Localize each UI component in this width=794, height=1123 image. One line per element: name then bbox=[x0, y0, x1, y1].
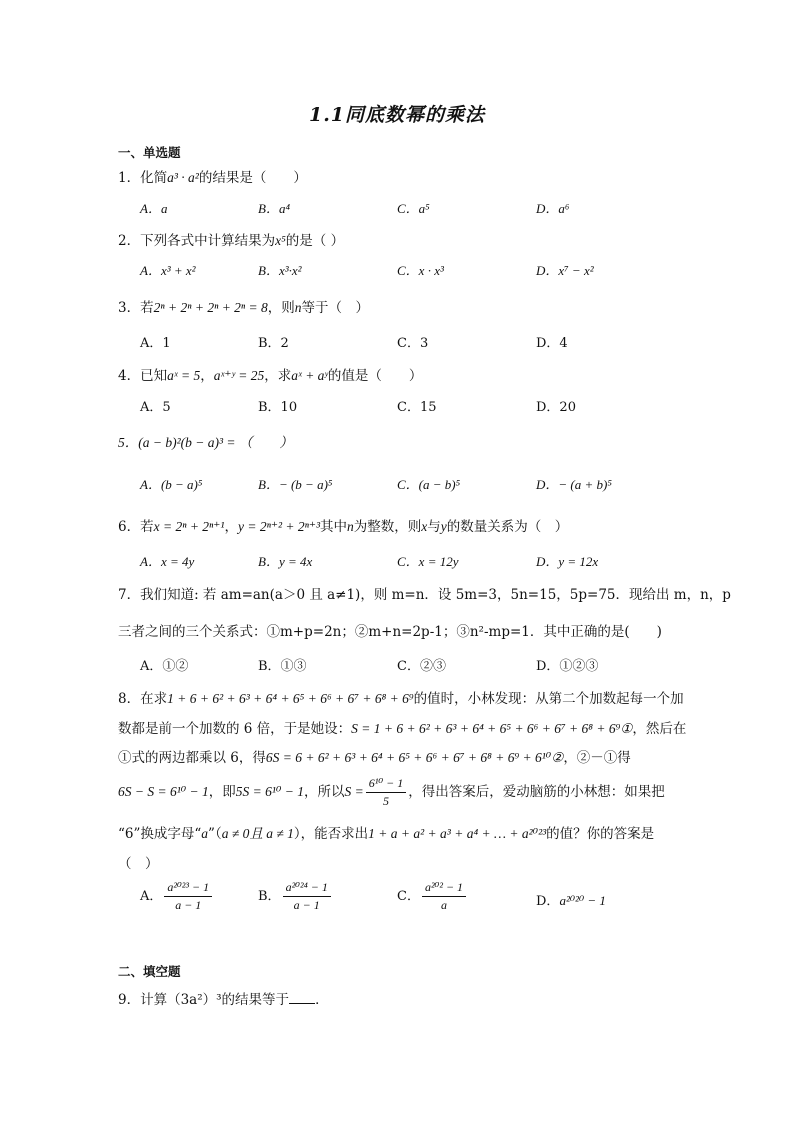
question-9 bbox=[118, 988, 329, 1008]
question-8-line-2 bbox=[118, 717, 686, 737]
q8-line3-post: ，②－①得 bbox=[563, 750, 631, 766]
q8-fraction-denominator: 5 bbox=[382, 794, 389, 808]
q8-option-a[interactable] bbox=[140, 880, 214, 913]
question-8-line-5 bbox=[118, 822, 654, 842]
q6-option-b[interactable]: B．y = 4x bbox=[258, 554, 313, 569]
question-5: 5．(a − b)²(b − a)³ = （ ） bbox=[118, 435, 293, 450]
q8-option-a-label: A． bbox=[140, 889, 163, 904]
q8-line4-expr-a: 6S − S = 6¹⁰ − 1 bbox=[118, 784, 209, 799]
q6-expression-1: x = 2ⁿ + 2ⁿ⁺¹ bbox=[153, 519, 225, 534]
q8-option-b[interactable] bbox=[258, 880, 333, 913]
q8-option-c-denominator: a bbox=[441, 898, 447, 912]
q6-expression-2: y = 2ⁿ⁺² + 2ⁿ⁺³ bbox=[237, 519, 321, 534]
question-7-line-2: 三者之间的三个关系式：①m+p=2n；②m+n=2p-1；③n²-mp=1．其中正确的是( ) bbox=[118, 624, 662, 640]
q3-stem-mid: ，则 bbox=[267, 300, 295, 316]
q8-line1-pre: 8．在求 bbox=[118, 691, 168, 707]
q8-line1-expression: 1 + 6 + 6² + 6³ + 6⁴ + 6⁵ + 6⁶ + 6⁷ + 6⁸ + 6⁹ bbox=[167, 691, 414, 706]
q2-expression: x⁵ bbox=[275, 233, 286, 248]
question-1 bbox=[118, 166, 307, 186]
q6-stem-mid-3: 与 bbox=[427, 519, 441, 535]
q8-line5-var: a bbox=[201, 826, 209, 841]
q5-option-d[interactable]: D．− (a + b)⁵ bbox=[536, 477, 612, 492]
q5-option-a[interactable]: A．(b − a)⁵ bbox=[140, 477, 203, 492]
q2-stem-post: 的是（ ） bbox=[285, 233, 345, 249]
q3-option-c[interactable]: C．3 bbox=[397, 336, 429, 351]
q1-option-c[interactable]: C．a⁵ bbox=[397, 201, 430, 216]
q6-option-c[interactable]: C．x = 12y bbox=[397, 554, 459, 569]
q4-stem: 4．已知 bbox=[118, 368, 168, 384]
q4-option-a[interactable]: A．5 bbox=[140, 400, 171, 415]
q4-option-c[interactable]: C．15 bbox=[397, 400, 437, 415]
q2-option-a[interactable]: A．x³ + x² bbox=[140, 263, 196, 278]
question-8-line-4 bbox=[118, 776, 665, 809]
q6-stem-mid-2: 为整数，则 bbox=[353, 519, 422, 535]
q8-option-d[interactable] bbox=[536, 890, 606, 909]
q8-line5-condition: a ≠ 0且 a ≠ 1 bbox=[221, 826, 294, 841]
question-8-line-1 bbox=[118, 687, 684, 707]
q7-option-c[interactable]: C．②③ bbox=[397, 659, 446, 674]
q7-option-d[interactable]: D．①②③ bbox=[536, 659, 599, 674]
q8-line2-pre: 数都是前一个加数的 6 倍，于是她设： bbox=[118, 721, 352, 737]
q8-line4-expr-c: 5S = 6¹⁰ − 1 bbox=[235, 784, 304, 799]
q6-option-d[interactable]: D．y = 12x bbox=[536, 554, 599, 569]
q3-option-a[interactable]: A．1 bbox=[140, 336, 171, 351]
q3-stem-post: 等于（ ） bbox=[301, 300, 370, 316]
q8-line1-post: 的值时，小林发现：从第二个加数起每一个加 bbox=[413, 691, 684, 707]
q6-var-x: x bbox=[421, 519, 428, 534]
q8-line4-text-b: ，即 bbox=[208, 784, 236, 800]
question-3 bbox=[118, 296, 369, 316]
q8-line4-expr-e: S = bbox=[344, 784, 364, 799]
q8-line4-text-d: ，所以 bbox=[303, 784, 345, 800]
q1-expression: a³ · a² bbox=[167, 170, 199, 185]
q8-option-c-fraction bbox=[422, 880, 466, 913]
q8-line5-mid: ”（ bbox=[208, 826, 222, 842]
q4-expression-3: aˣ + aʸ bbox=[291, 368, 328, 383]
q6-var-y: y bbox=[440, 519, 447, 534]
section-heading-fill-blank: 二、填空题 bbox=[118, 964, 181, 979]
section-heading-single-choice: 一、单选题 bbox=[118, 145, 181, 160]
q8-line5-mid-2: ），能否求出 bbox=[293, 826, 369, 842]
q8-option-b-numerator: a²⁰²⁴ − 1 bbox=[283, 880, 331, 897]
q4-stem-mid: ，求 bbox=[264, 368, 292, 384]
q8-line2-post: ，然后在 bbox=[632, 721, 687, 737]
question-8-line-6: （ ） bbox=[118, 856, 159, 872]
q3-option-b[interactable]: B．2 bbox=[258, 336, 289, 351]
q8-option-a-fraction bbox=[164, 880, 212, 913]
q1-stem-pre: 1．化简 bbox=[118, 170, 168, 186]
question-2 bbox=[118, 229, 344, 249]
q3-stem-pre: 3．若 bbox=[118, 300, 154, 316]
question-6: 6．若x = 2ⁿ + 2ⁿ⁺¹，y = 2ⁿ⁺² + 2ⁿ⁺³其中n为整数，则x与y的数量关系为（ ） bbox=[118, 519, 569, 535]
q2-option-b[interactable]: B．x³·x² bbox=[258, 263, 302, 278]
q8-option-c[interactable] bbox=[397, 880, 468, 913]
q8-option-b-label: B． bbox=[258, 889, 281, 904]
q2-option-c[interactable]: C．x · x³ bbox=[397, 263, 444, 278]
question-4: 4．已知aˣ = 5，aˣ⁺ʸ = 25，求aˣ + aʸ的值是（ ） bbox=[118, 368, 423, 384]
q8-line5-pre: “6”换成字母“ bbox=[118, 826, 202, 842]
q4-option-d[interactable]: D．20 bbox=[536, 400, 576, 415]
q2-option-d[interactable]: D．x⁷ − x² bbox=[536, 263, 594, 278]
q5-option-b[interactable]: B．− (b − a)⁵ bbox=[258, 477, 333, 492]
q6-stem-pre: 6．若 bbox=[118, 519, 154, 535]
q3-expression: 2ⁿ + 2ⁿ + 2ⁿ + 2ⁿ = 8 bbox=[153, 300, 268, 315]
q4-option-b[interactable]: B．10 bbox=[258, 400, 298, 415]
q9-stem-pre: 9．计算（3a²）³的结果等于 bbox=[118, 992, 290, 1008]
q8-line5-post: 的值？你的答案是 bbox=[546, 826, 655, 842]
q1-option-b[interactable]: B．a⁴ bbox=[258, 201, 290, 216]
q2-stem-pre: 2．下列各式中计算结果为 bbox=[118, 233, 276, 249]
q8-line5-expression: 1 + a + a² + a³ + a⁴ + … + a²⁰²³ bbox=[368, 826, 547, 841]
q9-stem-post: ． bbox=[315, 992, 329, 1008]
q5-option-c[interactable]: C．(a − b)⁵ bbox=[397, 477, 461, 492]
q8-line3-pre: ①式的两边都乘以 6，得 bbox=[118, 750, 266, 766]
q3-option-d[interactable]: D．4 bbox=[536, 336, 568, 351]
question-7-line-1: 7．我们知道: 若 am=an(a＞0 且 a≠1)，则 m=n．设 5m=3，5n=15，5p=75．现给出 m，n，p bbox=[118, 587, 731, 603]
q8-line3-expression: 6S = 6 + 6² + 6³ + 6⁴ + 6⁵ + 6⁶ + 6⁷ + 6⁸ + 6⁹ + 6¹⁰② bbox=[265, 750, 564, 765]
q6-var-n: n bbox=[347, 519, 354, 534]
q8-option-c-label: C． bbox=[397, 889, 420, 904]
question-8-line-3 bbox=[118, 746, 631, 766]
q1-option-a[interactable]: A．a bbox=[140, 201, 168, 216]
q8-option-c-numerator: a²⁰² − 1 bbox=[422, 880, 466, 897]
q7-option-b[interactable]: B．①③ bbox=[258, 659, 307, 674]
q8-line2-expression: S = 1 + 6 + 6² + 6³ + 6⁴ + 6⁵ + 6⁶ + 6⁷ + 6⁸ + 6⁹① bbox=[351, 721, 633, 736]
q8-option-d-label: D． bbox=[536, 894, 560, 909]
q6-stem-post: 的数量关系为（ ） bbox=[446, 519, 569, 535]
page-title: 1.1同底数幂的乘法 bbox=[308, 104, 486, 126]
q1-option-d[interactable]: D．a⁶ bbox=[536, 201, 570, 216]
q8-fraction-numerator: 6¹⁰ − 1 bbox=[366, 776, 407, 793]
q3-variable: n bbox=[294, 300, 302, 315]
q6-stem-mid: 其中 bbox=[320, 519, 348, 535]
q8-option-d-expression: a²⁰²⁰ − 1 bbox=[559, 893, 606, 908]
q9-answer-blank[interactable] bbox=[289, 991, 315, 1004]
q4-expression-2: aˣ⁺ʸ = 25 bbox=[213, 368, 265, 383]
q8-option-b-denominator: a − 1 bbox=[293, 898, 320, 912]
q4-expression-1: aˣ = 5 bbox=[167, 368, 201, 383]
q7-option-a[interactable]: A．①② bbox=[140, 659, 189, 674]
q8-line4-text-f: ，得出答案后，爱动脑筋的小林想：如果把 bbox=[408, 784, 665, 800]
q8-option-a-numerator: a²⁰²³ − 1 bbox=[164, 880, 212, 897]
q8-option-b-fraction bbox=[283, 880, 331, 913]
q8-option-a-denominator: a − 1 bbox=[175, 898, 202, 912]
q6-option-a[interactable]: A．x = 4y bbox=[140, 554, 195, 569]
q1-stem-post: 的结果是（ ） bbox=[198, 170, 307, 186]
q8-fraction bbox=[366, 776, 407, 809]
q4-stem-post: 的值是（ ） bbox=[327, 368, 423, 384]
